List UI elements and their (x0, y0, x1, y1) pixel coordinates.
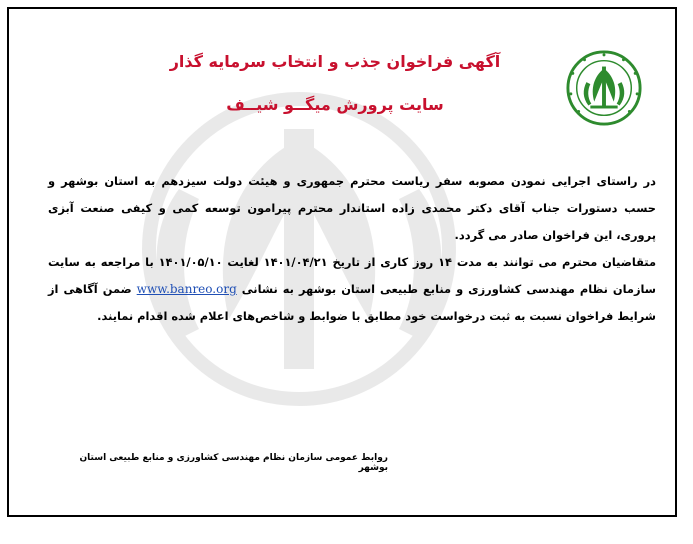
paragraph-2-closing: ضمن آگاهی از شرایط فراخوان نسبت به ثبت درخواست خود مطابق با ضوابط و شاخص‌های اعلام شده اقدام نمایند. (48, 282, 656, 323)
notice-subtitle: سایت پرورش میگــو شیــف (226, 95, 444, 114)
notice-body (48, 168, 656, 330)
notice-paragraph-1: در راستای اجرایی نمودن مصوبه سفر ریاست محترم جمهوری و هیئت دولت سیزدهم به استان بوشهر و حسب دستورات جناب آقای دکتر محمدی زاده استاندار محترم پیرامون توسعه کمی و کیفی صنعت آبزی پروری، این فراخوان صادر می گردد. (48, 174, 656, 242)
website-link[interactable]: www.banreo.org (136, 282, 237, 296)
footer-signature: روابط عمومی سازمان نظام مهندسی کشاورزی و منابع طبیعی استان بوشهر (79, 453, 388, 473)
paragraph-2-intro: متقاضیان محترم می توانند به مدت ۱۴ روز کاری از تاریخ ۱۴۰۱/۰۴/۲۱ لغایت ۱۴۰۱/۰۵/۱۰ با مراجعه به سایت سازمان نظام مهندسی کشاورزی و منابع طبیعی استان بوشهر به نشانی (48, 255, 657, 296)
organization-emblem-icon (565, 49, 643, 127)
notice-paragraph-2 (48, 249, 656, 330)
notice-title: آگهی فراخوان جذب و انتخاب سرمایه گذار (169, 52, 501, 71)
